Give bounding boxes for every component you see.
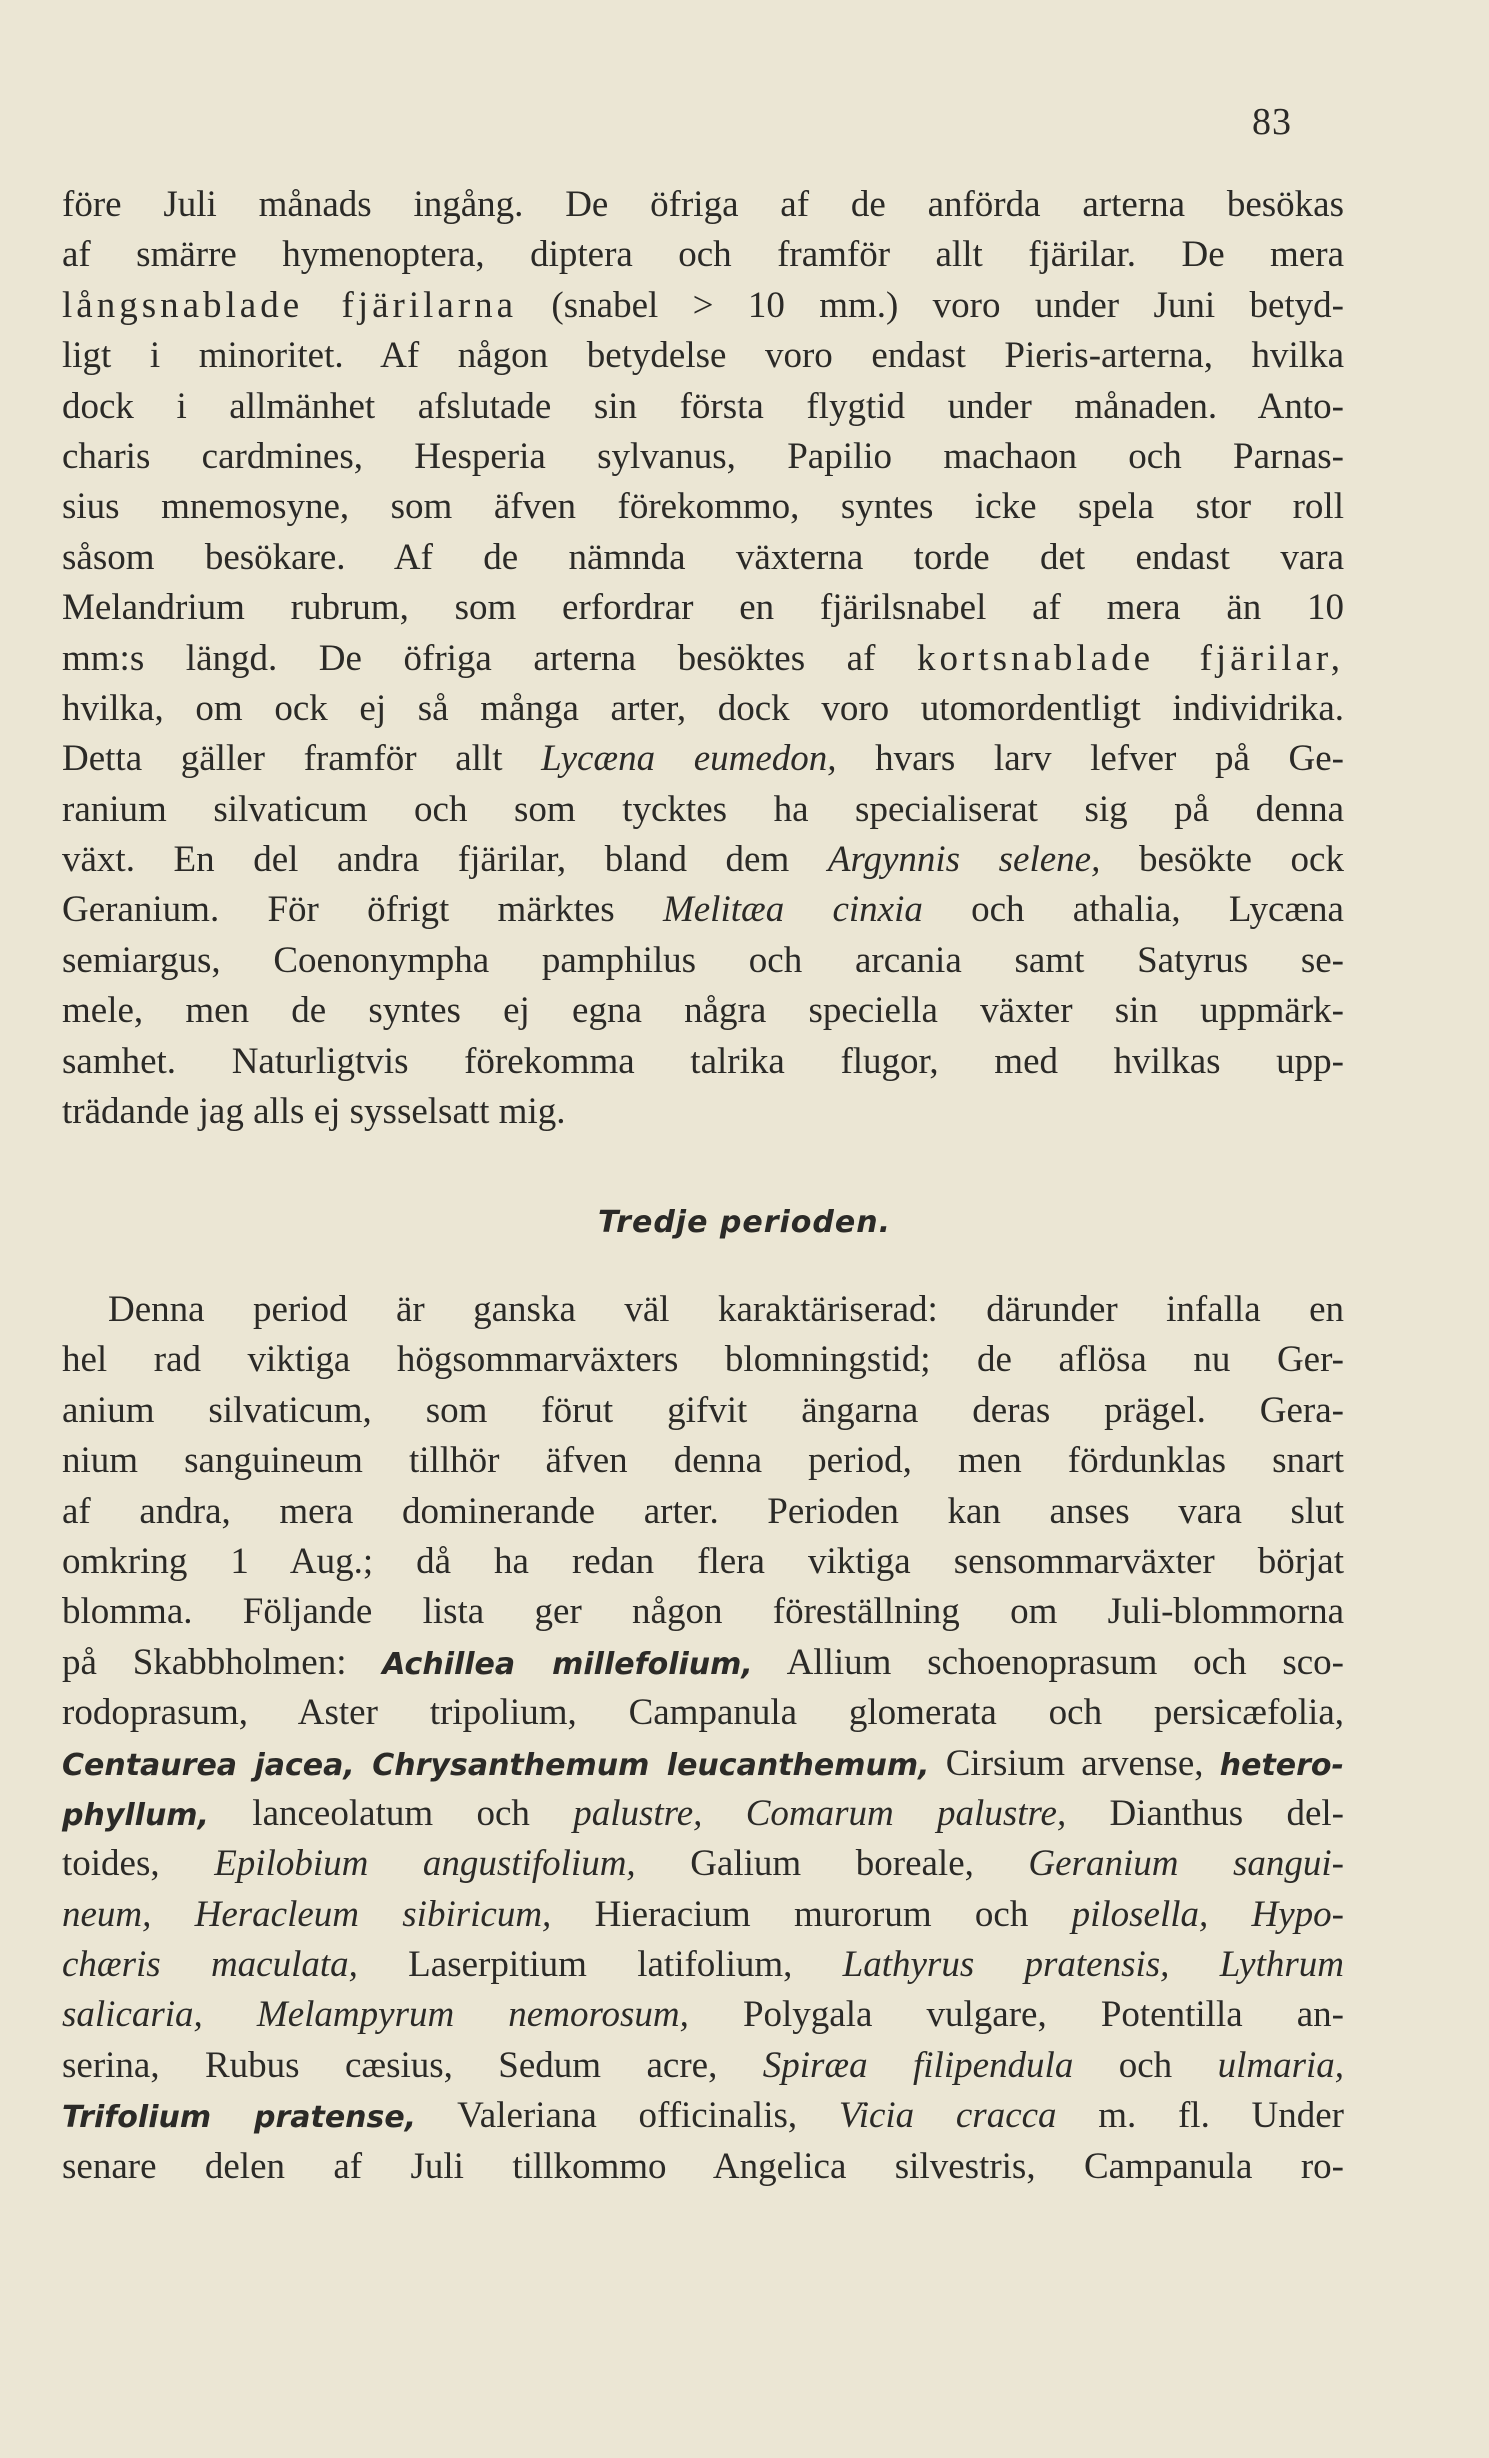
- species-name: palustre, Comarum palustre,: [573, 1792, 1067, 1834]
- text-span: växt. En del andra fjärilar, bland dem: [62, 839, 828, 881]
- text-line: [62, 2091, 1344, 2141]
- text-span: Polygala vulgare, Potentilla an-: [688, 1994, 1344, 2036]
- text-line: mele, men de syntes ej egna några speciella växter sin uppmärk-: [62, 990, 1344, 1032]
- species-name: Epilobium angustifolium,: [214, 1843, 636, 1885]
- text-span: mm:s längd. De öfriga arterna besöktes af: [62, 637, 917, 679]
- text-line: hel rad viktiga högsommarväxters blomningstid; de aflösa nu Ger-: [62, 1339, 1344, 1381]
- text-span: hvars larv lefver på Ge-: [836, 738, 1344, 780]
- species-name-bold: Trifolium pratense,: [62, 2100, 417, 2136]
- text-line: anium silvaticum, som förut gifvit ängarna deras prägel. Gera-: [62, 1389, 1344, 1431]
- species-name-bold: phyllum,: [62, 1797, 209, 1833]
- text-line: rodoprasum, Aster tripolium, Campanula glomerata och persicæfolia,: [62, 1692, 1344, 1734]
- text-line: [62, 1890, 1344, 1940]
- text-span: Cirsium arvense,: [929, 1742, 1220, 1784]
- text-span: Allium schoenoprasum och sco-: [752, 1641, 1344, 1683]
- text-span: Hieracium murorum och: [551, 1893, 1072, 1935]
- text-line: [62, 1839, 1344, 1889]
- text-line: af andra, mera dominerande arter. Perioden kan anses vara slut: [62, 1490, 1344, 1532]
- spaced-text: kortsnablade fjärilar,: [916, 637, 1344, 679]
- text-line: [62, 1638, 1344, 1688]
- species-name-bold: hetero-: [1219, 1747, 1344, 1783]
- text-line: [62, 1789, 1344, 1839]
- text-line: trädande jag alls ej sysselsatt mig.: [62, 1091, 566, 1133]
- text-span: besökte ock: [1100, 839, 1344, 881]
- section-heading: Tredje perioden.: [598, 1205, 891, 1240]
- text-line: [62, 281, 1344, 331]
- paragraph-second: [62, 1285, 1344, 2192]
- species-name: chæris maculata,: [62, 1944, 358, 1986]
- text-span: serina, Rubus cæsius, Sedum acre,: [62, 2044, 763, 2086]
- text-line: Denna period är ganska väl karaktäriserad: därunder infalla en: [108, 1289, 1344, 1330]
- text-line: af smärre hymenoptera, diptera och framför allt fjärilar. De mera: [62, 234, 1344, 276]
- text-line: dock i allmänhet afslutade sin första flygtid under månaden. Anto-: [62, 385, 1344, 427]
- page-number: 83: [1252, 101, 1292, 143]
- species-name: Lathyrus pratensis, Lythrum: [842, 1944, 1344, 1986]
- text-line: omkring 1 Aug.; då ha redan flera viktiga sensommarväxter börjat: [62, 1540, 1344, 1582]
- text-line: [62, 1739, 1344, 1789]
- text-line: samhet. Naturligtvis förekomma talrika flugor, med hvilkas upp-: [62, 1040, 1344, 1082]
- text-span: Detta gäller framför allt: [62, 738, 542, 780]
- text-line: Melandrium rubrum, som erfordrar en fjärilsnabel af mera än 10: [62, 587, 1344, 629]
- text-line: [62, 634, 1344, 684]
- species-name: Argynnis selene,: [827, 839, 1101, 881]
- species-name: Geranium sangui-: [1028, 1843, 1344, 1885]
- text-line: charis cardmines, Hesperia sylvanus, Papilio machaon och Parnas-: [62, 435, 1344, 477]
- text-line: såsom besökare. Af de nämnda växterna torde det endast vara: [62, 536, 1344, 578]
- text-line: nium sanguineum tillhör äfven denna period, men fördunklas snart: [62, 1440, 1344, 1482]
- species-name-bold: Achillea millefolium,: [382, 1646, 753, 1682]
- text-line: [62, 734, 1344, 784]
- text-line: ranium silvaticum och som tycktes ha specialiserat sig på denna: [62, 788, 1344, 830]
- text-line: före Juli månads ingång. De öfriga af de anförda arterna besökas: [62, 184, 1344, 225]
- species-name: neum, Heracleum sibiricum,: [62, 1893, 552, 1935]
- species-name: Vicia cracca: [838, 2095, 1057, 2137]
- text-line: [62, 885, 1344, 935]
- text-span: Valeriana officinalis,: [416, 2095, 839, 2137]
- text-line: hvilka, om ock ej så många arter, dock voro utomordentligt individrika.: [62, 687, 1344, 729]
- text-line: semiargus, Coenonympha pamphilus och arcania samt Satyrus se-: [62, 939, 1344, 981]
- spaced-text: långsnablade fjärilarna: [62, 284, 518, 326]
- text-span: på Skabbholmen:: [62, 1641, 383, 1683]
- text-line: [62, 835, 1344, 885]
- text-line: [62, 1990, 1344, 2040]
- text-span: lanceolatum och: [208, 1792, 574, 1834]
- paragraph-first: [62, 180, 1344, 1137]
- text-span: Geranium. För öfrigt märktes: [62, 889, 663, 931]
- text-span: Galium boreale,: [635, 1843, 1029, 1885]
- text-line: blomma. Följande lista ger någon föreställning om Juli-blommorna: [62, 1591, 1344, 1633]
- text-span: m. fl. Under: [1056, 2095, 1344, 2137]
- species-name: Lycæna eumedon,: [541, 738, 837, 780]
- species-name: Melitæa cinxia: [662, 889, 923, 931]
- text-span: toides,: [62, 1843, 215, 1885]
- species-name: Spiræa filipendula: [762, 2044, 1074, 2086]
- text-line: ligt i minoritet. Af någon betydelse voro endast Pieris-arterna, hvilka: [62, 335, 1344, 377]
- species-name-bold: Centaurea jacea, Chrysanthemum leucanthemum,: [62, 1747, 930, 1783]
- text-span: (snabel > 10 mm.) voro under Juni betyd-: [517, 284, 1345, 326]
- text-line: [62, 1940, 1344, 1990]
- text-line: [62, 2041, 1344, 2091]
- text-line: senare delen af Juli tillkommo Angelica silvestris, Campanula ro-: [62, 2145, 1344, 2187]
- text-span: Dianthus del-: [1066, 1792, 1344, 1834]
- text-span: och athalia, Lycæna: [922, 889, 1344, 931]
- species-name: pilosella, Hypo-: [1071, 1893, 1344, 1935]
- species-name: ulmaria,: [1217, 2044, 1344, 2086]
- species-name: salicaria, Melampyrum nemorosum,: [62, 1994, 689, 2036]
- text-line: sius mnemosyne, som äfven förekommo, syntes icke spela stor roll: [62, 486, 1344, 528]
- text-span: och: [1073, 2044, 1218, 2086]
- text-span: Laserpitium latifolium,: [357, 1944, 843, 1986]
